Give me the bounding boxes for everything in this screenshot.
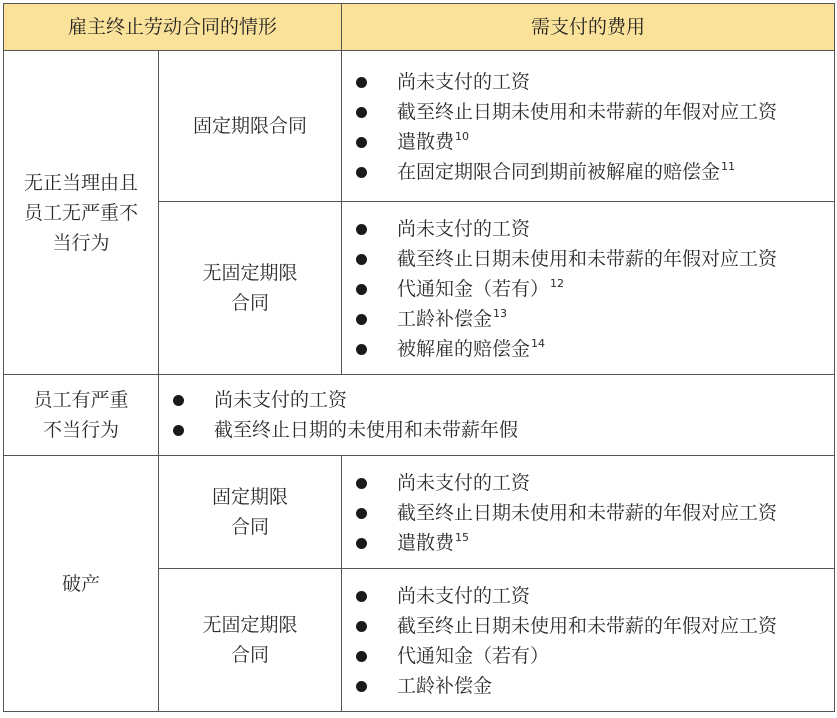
- list-item: 尚未支付的工资: [342, 468, 834, 498]
- bullet-icon: [356, 508, 367, 519]
- list-item: 截至终止日期的未使用和未带薪年假: [159, 415, 834, 445]
- bullet-icon: [356, 224, 367, 235]
- list-item: 代通知金（若有）$^{12}$: [342, 274, 834, 304]
- situation-label-bankruptcy: 破产: [4, 456, 159, 712]
- list-item: 工龄补偿金$^{13}$: [342, 304, 834, 334]
- bullet-icon: [356, 314, 367, 325]
- situation-label-no-cause: 无正当理由且 员工无严重不 当行为: [4, 51, 159, 375]
- contract-type-fixed: 固定期限合同: [159, 51, 342, 202]
- cost-list: [159, 375, 835, 456]
- footnote-ref: 15: [455, 531, 470, 544]
- list-item: 遣散费$^{15}$: [342, 528, 834, 558]
- cost-list: [342, 456, 835, 569]
- bullet-icon: [356, 77, 367, 88]
- bullet-icon: [356, 254, 367, 265]
- table-row: [4, 51, 835, 202]
- list-item: 在固定期限合同到期前被解雇的赔偿金$^{11}$: [342, 157, 834, 187]
- termination-costs-table: [3, 3, 835, 712]
- cost-list: [342, 569, 835, 712]
- list-item: 被解雇的赔偿金$^{14}$: [342, 334, 834, 364]
- bullet-icon: [356, 344, 367, 355]
- footnote-ref: 13: [493, 307, 508, 320]
- bullet-icon: [356, 651, 367, 662]
- footnote-ref: 10: [455, 130, 470, 143]
- header-row: [4, 4, 835, 51]
- footnote-ref: 11: [721, 160, 736, 173]
- list-item: 截至终止日期未使用和未带薪的年假对应工资: [342, 498, 834, 528]
- table-row: [4, 456, 835, 569]
- bullet-icon: [356, 137, 367, 148]
- list-item: 工龄补偿金: [342, 671, 834, 701]
- bullet-icon: [356, 478, 367, 489]
- list-item: 尚未支付的工资: [342, 67, 834, 97]
- contract-type-open-ended: 无固定期限 合同: [159, 202, 342, 375]
- situation-label-misconduct: 员工有严重 不当行为: [4, 375, 159, 456]
- contract-type-open-ended: 无固定期限 合同: [159, 569, 342, 712]
- list-item: 截至终止日期未使用和未带薪的年假对应工资: [342, 97, 834, 127]
- bullet-icon: [356, 107, 367, 118]
- list-item: 尚未支付的工资: [342, 214, 834, 244]
- bullet-icon: [356, 284, 367, 295]
- list-item: 代通知金（若有）: [342, 641, 834, 671]
- header-costs: 需支付的费用: [342, 4, 835, 51]
- bullet-icon: [356, 591, 367, 602]
- bullet-icon: [173, 425, 184, 436]
- bullet-icon: [173, 395, 184, 406]
- list-item: 遣散费$^{10}$: [342, 127, 834, 157]
- contract-type-fixed: 固定期限 合同: [159, 456, 342, 569]
- footnote-ref: 14: [531, 337, 546, 350]
- bullet-icon: [356, 167, 367, 178]
- cost-list: [342, 202, 835, 375]
- bullet-icon: [356, 538, 367, 549]
- table-row: [4, 375, 835, 456]
- list-item: 尚未支付的工资: [159, 385, 834, 415]
- header-situation: 雇主终止劳动合同的情形: [4, 4, 342, 51]
- bullet-icon: [356, 681, 367, 692]
- list-item: 截至终止日期未使用和未带薪的年假对应工资: [342, 611, 834, 641]
- list-item: 尚未支付的工资: [342, 581, 834, 611]
- cost-list: [342, 51, 835, 202]
- list-item: 截至终止日期未使用和未带薪的年假对应工资: [342, 244, 834, 274]
- bullet-icon: [356, 621, 367, 632]
- footnote-ref: 12: [550, 277, 565, 290]
